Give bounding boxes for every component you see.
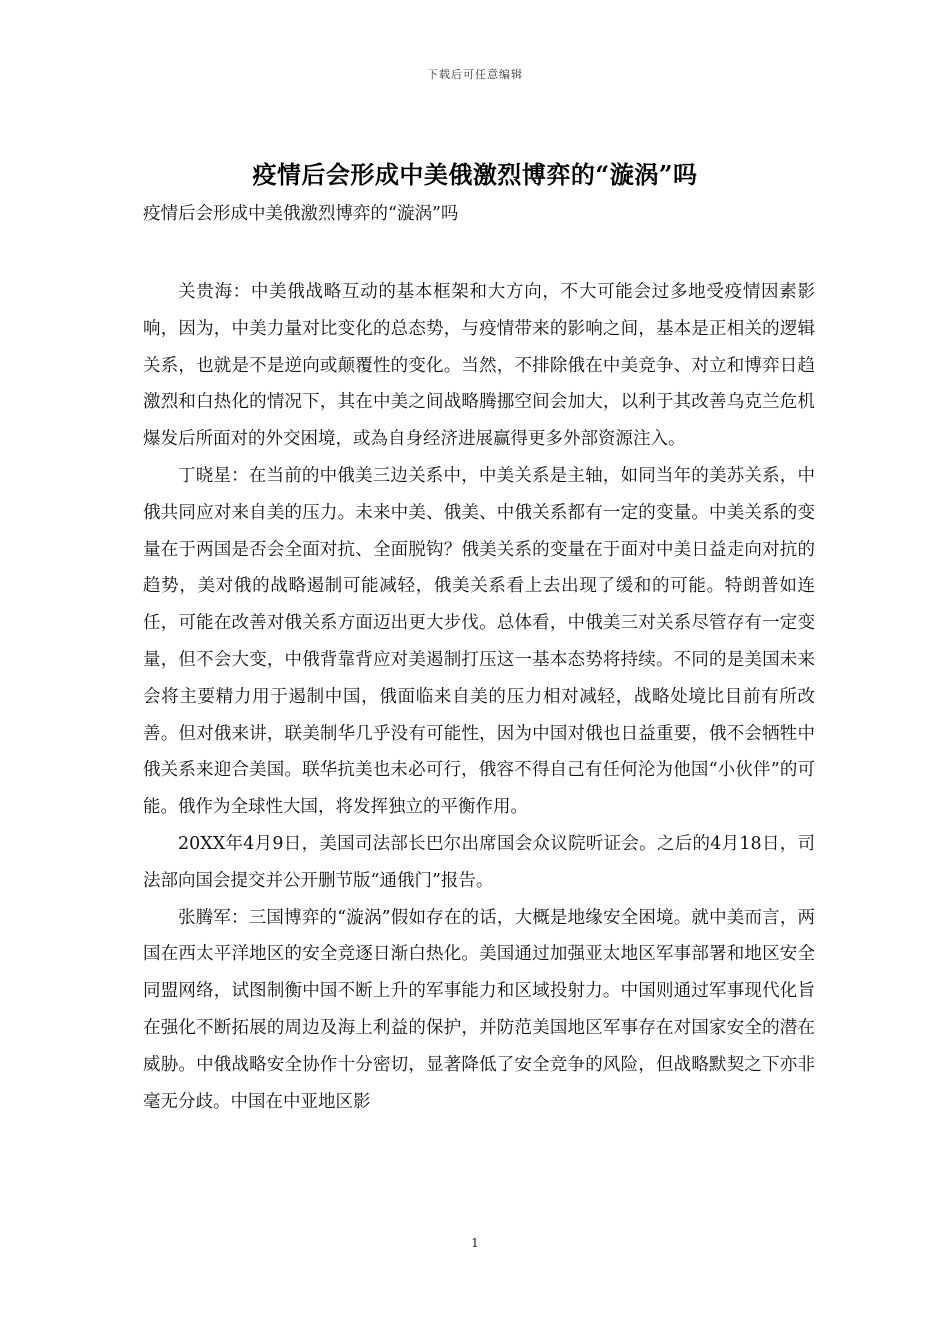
page-number: 1 bbox=[471, 1236, 479, 1250]
paragraph: 关贵海：中美俄战略互动的基本框架和大方向，不大可能会过多地受疫情因素影响，因为，中美力量对比变化的总态势，与疫情带来的影响之间，基本是正相关的逻辑关系，也就是不是逆向或颠覆性的变化。当然，不排除俄在中美竞争、对立和博弈日趋激烈和白热化的情况下，其在中美之间战略腾挪空间会加大，以利于其改善乌克兰危机爆发后所面对的外交困境，或為自身经济进展赢得更多外部资源注入。 bbox=[143, 282, 815, 450]
paragraph: 丁晓星：在当前的中俄美三边关系中，中美关系是主轴，如同当年的美苏关系，中俄共同应对来自美的压力。未来中美、俄美、中俄关系都有一定的变量。中美关系的变量在于两国是否会全面对抗、全面脱钩？俄美关系的变量在于面对中美日益走向对抗的趋势，美对俄的战略遏制可能减轻，俄美关系看上去出现了缓和的可能。特朗普如连任，可能在改善对俄关系方面迈出更大步伐。总体看，中俄美三对关系尽管存有一定变量，但不会大变，中俄背靠背应对美遏制打压这一基本态势将持续。不同的是美国未来会将主要精力用于遏制中国，俄面临来自美的压力相对减轻，战略处境比目前有所改善。但对俄来讲，联美制华几乎没有可能性，因为中国对俄也日益重要，俄不会牺牲中俄关系来迎合美国。联华抗美也未必可行，俄容不得自己有任何沦为他国“小伙伴”的可能。俄作为全球性大国，将发挥独立的平衡作用。 bbox=[143, 465, 815, 818]
document-body bbox=[143, 274, 815, 1120]
paragraph: 张腾军：三国博弈的“漩涡”假如存在的话，大概是地缘安全困境。就中美而言，两国在西太平洋地区的安全竞逐日渐白热化。美国通过加强亚太地区军事部署和地区安全同盟网络，试图制衡中国不断上升的军事能力和区域投射力。中国则通过军事现代化旨在强化不断拓展的周边及海上利益的保护，并防范美国地区军事存在对国家安全的潜在威胁。中俄战略安全协作十分密切，显著降低了安全竞争的风险，但战略默契之下亦非毫无分歧。中国在中亚地区影 bbox=[143, 907, 815, 1112]
document-subtitle: 疫情后会形成中美俄激烈博弈的“漩涡”吗 bbox=[143, 204, 459, 224]
header-note: 下载后可任意编辑 bbox=[427, 68, 523, 81]
paragraph: 20XX年4月9日，美国司法部长巴尔出席国会众议院听证会。之后的4月18日，司法部向国会提交并公开删节版“通俄门”报告。 bbox=[143, 833, 815, 891]
document-title: 疫情后会形成中美俄激烈博弈的“漩涡”吗 bbox=[252, 160, 698, 189]
